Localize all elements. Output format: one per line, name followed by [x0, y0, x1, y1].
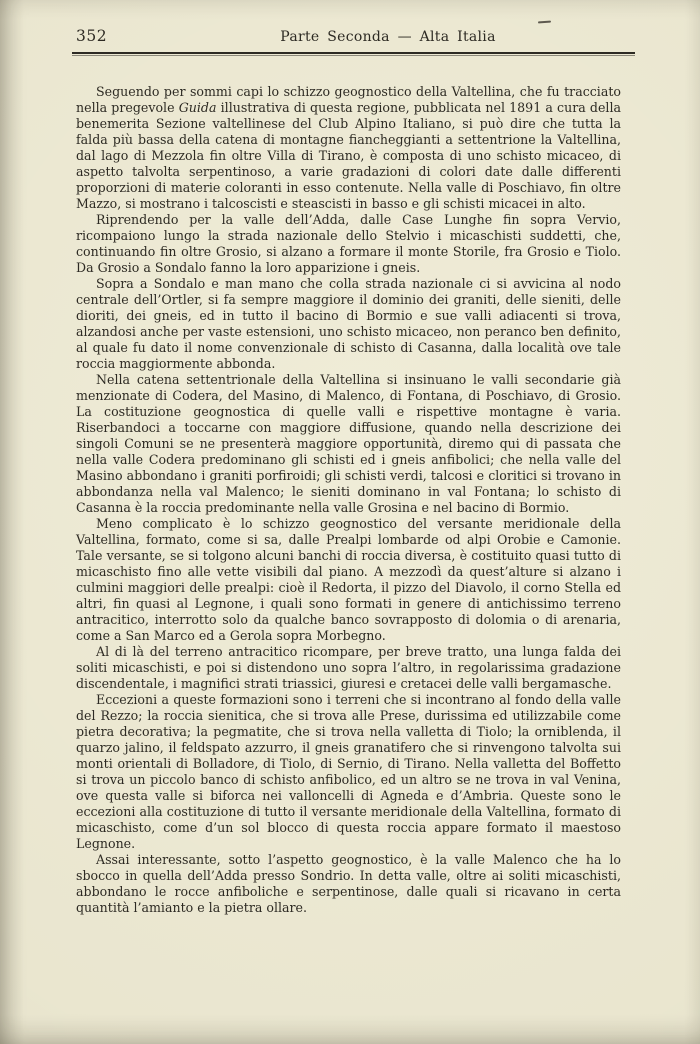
ink-smudge-artifact	[538, 21, 551, 24]
paragraph-text: Seguendo per sommi capi lo schizzo geognostico della Valtellina, che fu tracciato nella pregevole	[76, 84, 621, 115]
page-number: 352	[76, 27, 108, 45]
paragraph-text: Al di là del terreno antracitico ricompare, per breve tratto, una lunga falda dei soliti micaschisti, e poi si distendono uno sopra l’altro, in regolarissima gradazione discendentale, i magnifici strati triassici, giuresi e cretacei delle valli bergamasche.	[76, 644, 621, 691]
paragraph	[76, 276, 621, 372]
paragraph-text: Nella catena settentrionale della Valtellina si insinuano le valli secondarie già menzionate di Codera, del Masino, di Malenco, di Fontana, di Poschiavo, di Grosio. La costituzione geognostica di quelle valli e rispettive montagne è varia. Riserbandoci a toccarne con maggiore diffusione, quando nella descrizione dei singoli Comuni se ne presenterà maggiore opportunità, diremo qui di passata che nella valle Codera predominano gli schisti ed i gneis anfibolici; che nella valle del Masino abbondano i graniti porfiroidi; gli schisti verdi, talcosi e cloritici si trovano in abbondanza nella val Malenco; le sieniti dominano in val Fontana; lo schisto di Casanna è la roccia predominante nella valle Grosina e nel bacino di Bormio.	[76, 372, 621, 515]
header-rule	[72, 52, 635, 54]
text-block	[76, 84, 621, 916]
paragraph	[76, 852, 621, 916]
paragraph-text: Riprendendo per la valle dell’Adda, dalle Case Lunghe fin sopra Vervio, ricompaiono lungo la strada nazionale dello Stelvio i micaschisti suddetti, che, continuando fin oltre Grosio, si alzano a formare il monte Storile, fra Grosio e Tiolo. Da Grosio a Sondalo fanno la loro apparizione i gneis.	[76, 212, 621, 275]
paragraph-text: Eccezioni a queste formazioni sono i terreni che si incontrano al fondo della valle del Rezzo; la roccia sienitica, che si trova alle Prese, durissima ed utilizzabile come pietra decorativa; la pegmatite, che si trova nella valletta di Tiolo; la orniblenda, il quarzo jalino, il feldspato azzurro, il gneis granatifero che si rinvengono talvolta sui monti orientali di Bolladore, di Tiolo, di Sernio, di Tirano. Nella valletta del Boffetto si trova un piccolo banco di schisto anfibolico, ed un altro se ne trova in val Venina, ove questa valle si biforca nei valloncelli di Agneda e d’Ambria. Queste sono le eccezioni alla costituzione di tutto il versante meridionale della Valtellina, formato di micaschisto, come d’un sol blocco di questa roccia appare formato il maestoso Legnone.	[76, 692, 621, 851]
paragraph-text: illustrativa di questa regione, pubblicata nel 1891 a cura della benemerita Sezione valtellinese del Club Alpino Italiano, si può dire che tutta la falda più bassa della catena di montagne fiancheggianti a settentrione la Valtellina, dal lago di Mezzola fin oltre Villa di Tirano, è composta di uno schisto micaceo, di aspetto talvolta serpentinoso, a varie gradazioni di colori date dalle differenti proporzioni di materie coloranti in esso contenute. Nella valle di Poschiavo, fin oltre Mazzo, si mostrano i talcoscisti e steascisti in basso e gli schisti micacei in alto.	[76, 100, 621, 211]
paragraph	[76, 212, 621, 276]
paragraph	[76, 692, 621, 852]
paragraph	[76, 372, 621, 516]
paragraph	[76, 644, 621, 692]
running-header-title: Parte Seconda — Alta Italia	[280, 29, 496, 45]
paragraph	[76, 516, 621, 644]
paragraph-text: Meno complicato è lo schizzo geognostico del versante meridionale della Valtellina, formato, come si sa, dalle Prealpi lombarde od alpi Orobie e Camonie. Tale versante, se si tolgono alcuni banchi di roccia diversa, è costituito quasi tutto di micaschisto fino alle vette visibili dal piano. A mezzodì da quest’alture si alzano i culmini maggiori delle prealpi: cioè il Redorta, il pizzo del Diavolo, il corno Stella ed altri, fin quasi al Legnone, i quali sono formati in genere di antichissimo terreno antracitico, interrotto solo da qualche banco sovrapposto di dolomia o di arenaria, come a San Marco ed a Gerola sopra Morbegno.	[76, 516, 621, 643]
paragraph-text: Assai interessante, sotto l’aspetto geognostico, è la valle Malenco che ha lo sbocco in quella dell’Adda presso Sondrio. In detta valle, oltre ai soliti micaschisti, abbondano le rocce anfiboliche e serpentinose, dalle quali si ricavano in certa quantità l’amianto e la pietra ollare.	[76, 852, 621, 915]
paragraph-text: Sopra a Sondalo e man mano che colla strada nazionale ci si avvicina al nodo centrale dell’Ortler, si fa sempre maggiore il dominio dei graniti, delle sieniti, delle dioriti, dei gneis, ed in tutto il bacino di Bormio e sue valli adiacenti si trova, alzandosi anche per vaste estensioni, uno schisto micaceo, non peranco ben definito, al quale fu dato il nome convenzionale di schisto di Casanna, dalla località ove tale roccia maggiormente abbonda.	[76, 276, 621, 371]
paragraph	[76, 84, 621, 212]
italic-book-title: Guida	[178, 100, 217, 115]
